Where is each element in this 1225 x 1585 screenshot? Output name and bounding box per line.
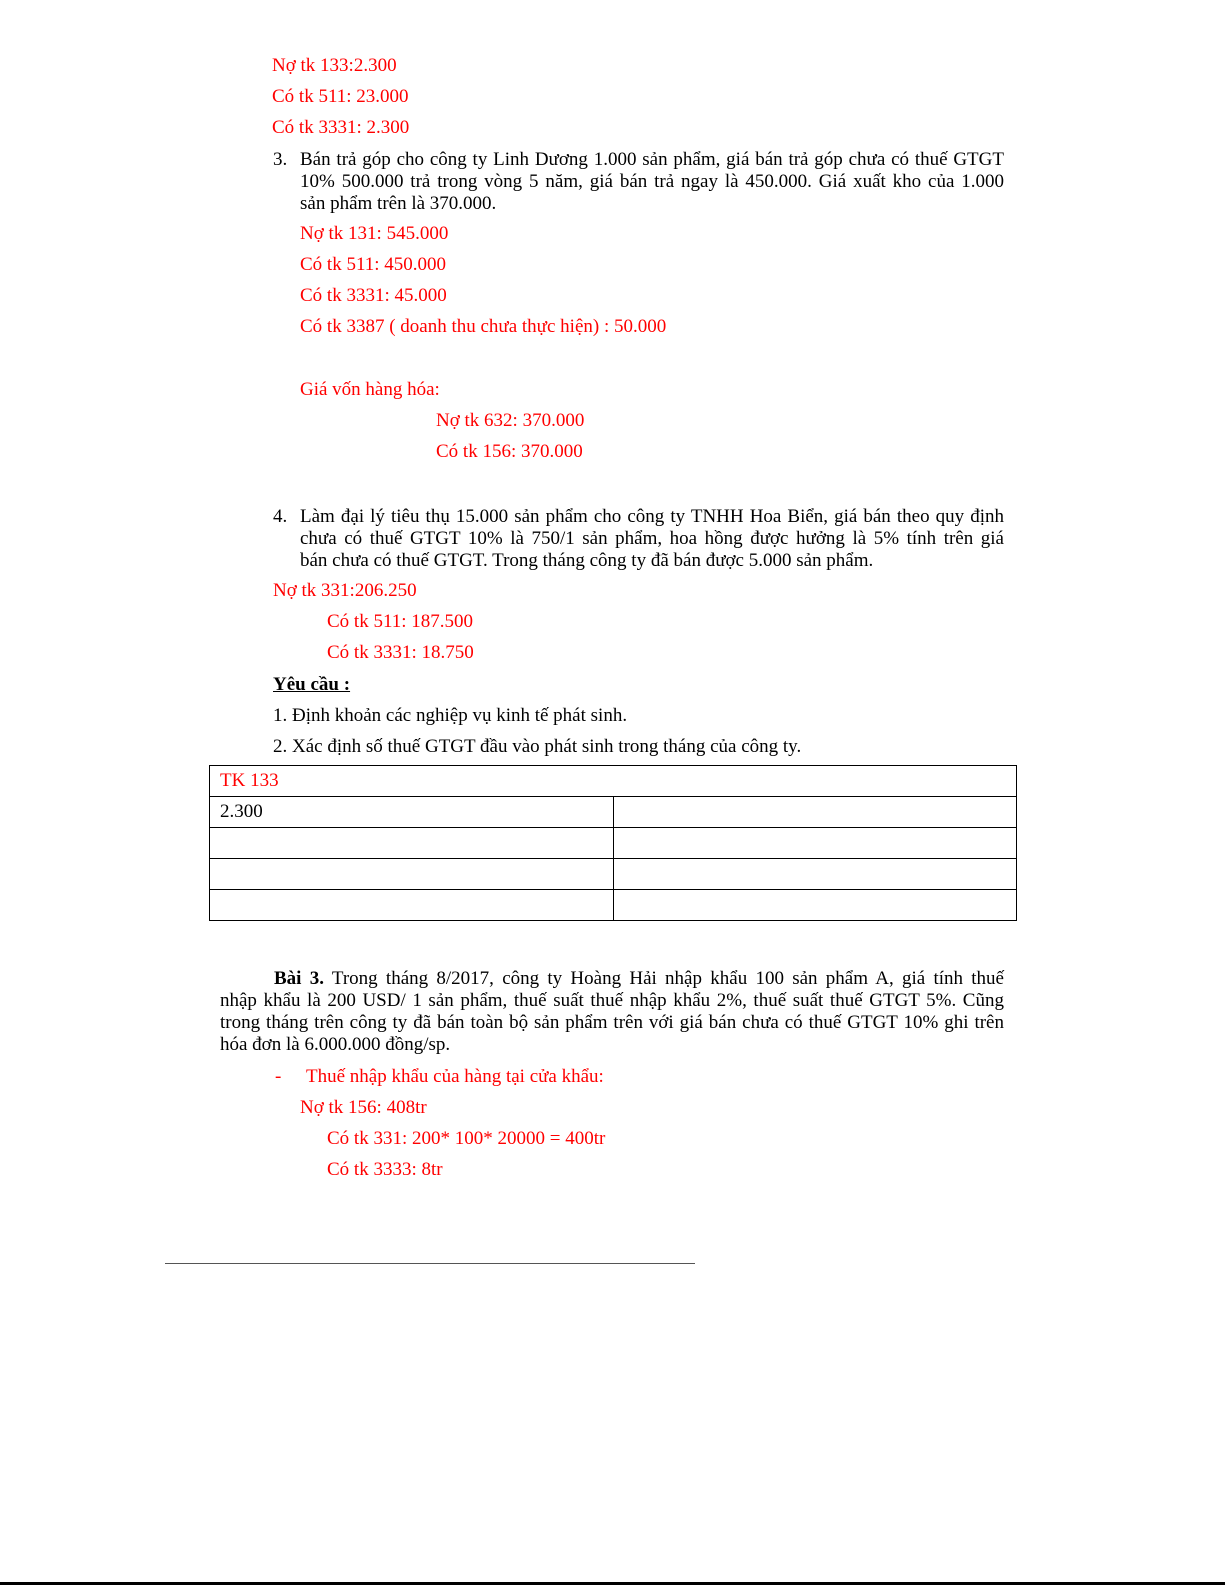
cogs-entry-credit-156: Có tk 156: 370.000 bbox=[436, 441, 583, 462]
bai3-line-4: hóa đơn là 6.000.000 đồng/sp. bbox=[220, 1034, 451, 1055]
item3-entry-credit-3331: Có tk 3331: 45.000 bbox=[300, 285, 447, 306]
item4-entry-credit-3331: Có tk 3331: 18.750 bbox=[327, 642, 474, 663]
entry-credit-511: Có tk 511: 23.000 bbox=[272, 86, 409, 107]
footnote-divider bbox=[165, 1263, 695, 1264]
bai3-entry-credit-331: Có tk 331: 200* 100* 20000 = 400tr bbox=[327, 1128, 606, 1149]
t-account-debit-cell bbox=[210, 828, 614, 859]
requirements-title: Yêu cầu : bbox=[273, 674, 351, 695]
item3-entry-debit-131: Nợ tk 131: 545.000 bbox=[300, 223, 449, 244]
item4-entry-credit-511: Có tk 511: 187.500 bbox=[327, 611, 474, 632]
bai3-entry-credit-3333: Có tk 3333: 8tr bbox=[327, 1159, 443, 1180]
bai3-line-1 bbox=[220, 968, 1004, 990]
item3-paragraph bbox=[300, 149, 1004, 215]
t-account-title: TK 133 bbox=[210, 766, 1017, 797]
item4-line-2: chưa có thuế GTGT 10% là 750/1 sản phẩm, hoa hồng được hưởng là 5% tính trên giá bbox=[300, 528, 1004, 549]
item3-number: 3. bbox=[273, 149, 288, 170]
t-account-debit-cell bbox=[210, 890, 614, 921]
requirement-2: 2. Xác định số thuế GTGT đầu vào phát sinh trong tháng của công ty. bbox=[273, 736, 802, 757]
t-account-credit-cell bbox=[613, 859, 1017, 890]
import-tax-heading: Thuế nhập khẩu của hàng tại cửa khẩu: bbox=[306, 1066, 604, 1087]
item3-line-3: sản phẩm trên là 370.000. bbox=[300, 193, 497, 214]
item3-entry-credit-3387: Có tk 3387 ( doanh thu chưa thực hiện) : 50.000 bbox=[300, 316, 667, 337]
cogs-entry-debit-632: Nợ tk 632: 370.000 bbox=[436, 410, 585, 431]
bullet-dash: - bbox=[275, 1066, 282, 1087]
t-account-133-table bbox=[209, 765, 1017, 921]
requirement-1: 1. Định khoản các nghiệp vụ kinh tế phát sinh. bbox=[273, 705, 628, 726]
bai3-entry-debit-156: Nợ tk 156: 408tr bbox=[300, 1097, 427, 1118]
item4-line-3: bán chưa có thuế GTGT. Trong tháng công ty đã bán được 5.000 sản phẩm. bbox=[300, 550, 874, 571]
entry-debit-133: Nợ tk 133:2.300 bbox=[272, 55, 397, 76]
item4-line-1: Làm đại lý tiêu thụ 15.000 sản phẩm cho công ty TNHH Hoa Biển, giá bán theo quy định bbox=[300, 506, 1004, 527]
t-account-credit-cell bbox=[613, 828, 1017, 859]
bai3-label: Bài 3. bbox=[274, 968, 324, 989]
bai3-line-3: trong tháng trên công ty đã bán toàn bộ sản phẩm trên với giá bán chưa có thuế GTGT 10% ghi trên bbox=[220, 1012, 1004, 1033]
t-account-debit-cell bbox=[210, 859, 614, 890]
item4-number: 4. bbox=[273, 506, 288, 527]
cogs-label: Giá vốn hàng hóa: bbox=[300, 379, 440, 400]
bai3-paragraph bbox=[220, 968, 1004, 1056]
bai3-line-2: nhập khẩu là 200 USD/ 1 sản phẩm, thuế suất thuế nhập khẩu 2%, thuế suất thuế GTGT 5%. Cũng bbox=[220, 990, 1004, 1011]
entry-credit-3331: Có tk 3331: 2.300 bbox=[272, 117, 410, 138]
t-account-debit-cell: 2.300 bbox=[210, 797, 614, 828]
t-account-credit-cell bbox=[613, 890, 1017, 921]
item3-line-2: 10% 500.000 trả trong vòng 5 năm, giá bán trả ngay là 450.000. Giá xuất kho của 1.000 bbox=[300, 171, 1004, 192]
t-account-credit-cell bbox=[613, 797, 1017, 828]
item4-paragraph bbox=[300, 506, 1004, 572]
item3-entry-credit-511: Có tk 511: 450.000 bbox=[300, 254, 447, 275]
bai3-line-1-text: Trong tháng 8/2017, công ty Hoàng Hải nhập khẩu 100 sản phẩm A, giá tính thuế bbox=[323, 968, 1004, 989]
item4-entry-debit-331: Nợ tk 331:206.250 bbox=[273, 580, 417, 601]
item3-line-1: Bán trả góp cho công ty Linh Dương 1.000 sản phẩm, giá bán trả góp chưa có thuế GTGT bbox=[300, 149, 1004, 170]
